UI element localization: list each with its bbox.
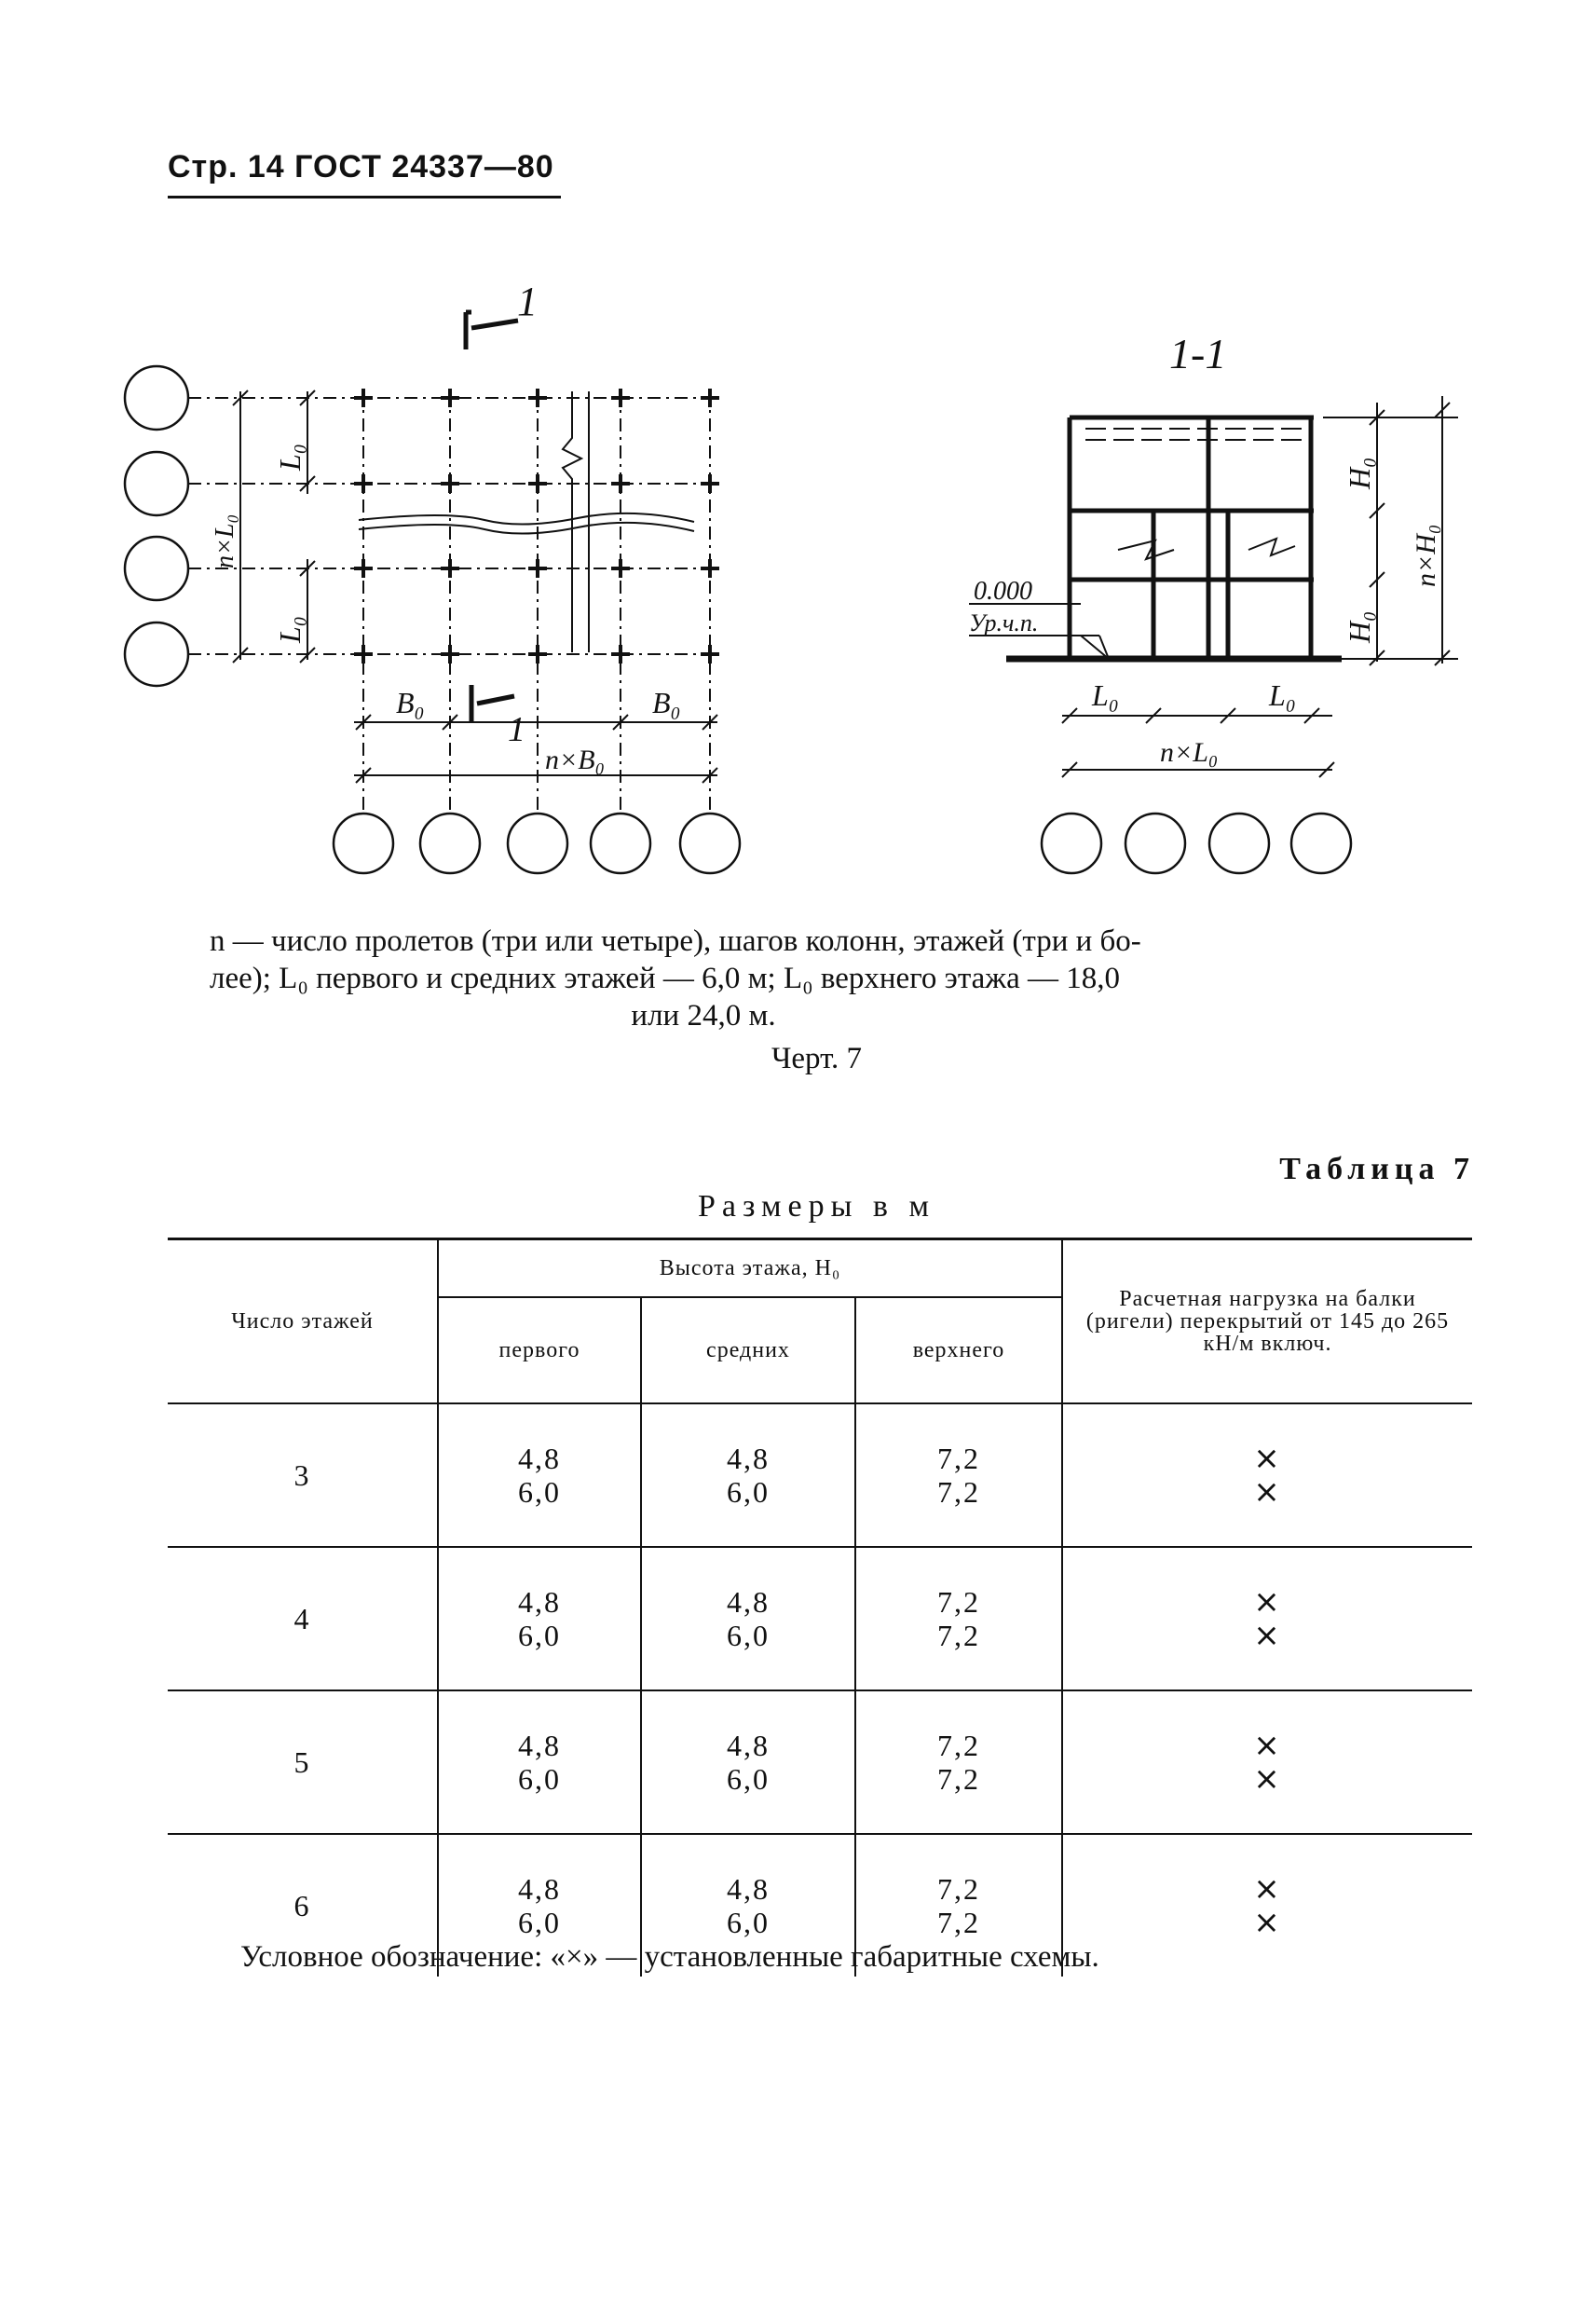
- header-first: первого: [438, 1297, 641, 1403]
- cell-middle-value: 6,0: [727, 1619, 770, 1652]
- cell-load-value: ×: [1253, 1583, 1282, 1621]
- cell-load: [1062, 1834, 1472, 1977]
- section-height-dim-2: H₀: [1343, 610, 1376, 643]
- cell-load: [1062, 1690, 1472, 1834]
- section-mark-top: 1: [517, 279, 538, 324]
- cell-top-value: 7,2: [937, 1729, 980, 1762]
- axis-bubble: [591, 814, 650, 873]
- cell-floors: 6: [293, 1889, 311, 1922]
- cell-middle-value: 4,8: [727, 1872, 770, 1906]
- plan-span-total-dim: n×L₀: [211, 513, 239, 568]
- cell-first-value: 4,8: [518, 1442, 561, 1475]
- header-height-group: Высота этажа, H₀: [438, 1239, 1062, 1298]
- plan-step-dim-2: B₀: [652, 686, 681, 719]
- section-span-total-dim: n×L₀: [1160, 737, 1219, 768]
- cell-top-value: 7,2: [937, 1585, 980, 1619]
- header-load: Расчетная нагрузка на балки (ригели) перекрытий от 145 до 265 кН/м включ.: [1062, 1239, 1472, 1404]
- table-subtitle: Размеры в м: [698, 1189, 935, 1224]
- cell-floors: 5: [293, 1745, 311, 1779]
- cell-first: [438, 1403, 641, 1547]
- plan-step-dim: B₀: [396, 686, 425, 719]
- section-height-total-dim: n×H₀: [1411, 524, 1441, 587]
- axis-bubble: [1042, 814, 1101, 873]
- cell-floors: 3: [293, 1458, 311, 1492]
- caption-line-3: или 24,0 м.: [631, 999, 776, 1033]
- table-title: Таблица 7: [1279, 1152, 1475, 1186]
- cell-middle-value: 4,8: [727, 1585, 770, 1619]
- axis-bubble: [125, 537, 188, 600]
- page-header: Стр. 14 ГОСТ 24337—80: [168, 149, 554, 185]
- cell-load-value: ×: [1253, 1760, 1282, 1798]
- cell-first-value: 4,8: [518, 1585, 561, 1619]
- axis-bubble: [1125, 814, 1185, 873]
- section-mark-bottom: 1: [508, 710, 525, 749]
- cell-top-value: 7,2: [937, 1442, 980, 1475]
- caption-line-2: лее); L₀ первого и средних этажей — 6,0 м; L₀ верхнего этажа — 18,0: [210, 962, 1120, 995]
- cell-middle: [641, 1547, 855, 1690]
- section-height-dim: H₀: [1343, 457, 1376, 489]
- table-row: [168, 1547, 1472, 1690]
- plan-span-dim: L₀: [273, 444, 307, 471]
- cell-load-value: ×: [1253, 1870, 1282, 1908]
- cell-middle-value: 4,8: [727, 1729, 770, 1762]
- cell-middle-value: 6,0: [727, 1762, 770, 1796]
- axis-bubble: [125, 622, 188, 686]
- cell-middle-value: 4,8: [727, 1442, 770, 1475]
- cell-top-value: 7,2: [937, 1762, 980, 1796]
- section-view: [969, 330, 1458, 873]
- table-row: [168, 1690, 1472, 1834]
- cell-middle-value: 6,0: [727, 1906, 770, 1939]
- cell-load: [1062, 1403, 1472, 1547]
- cell-first-value: 6,0: [518, 1762, 561, 1796]
- table-row: [168, 1403, 1472, 1547]
- cell-first-value: 6,0: [518, 1475, 561, 1509]
- cell-load-value: ×: [1253, 1727, 1282, 1764]
- cell-middle-value: 6,0: [727, 1475, 770, 1509]
- table-7: [168, 1238, 1472, 1977]
- header-middle: средних: [641, 1297, 855, 1403]
- cell-top: [855, 1690, 1062, 1834]
- cell-load-value: ×: [1253, 1473, 1282, 1511]
- section-span-dim-2: L₀: [1269, 678, 1296, 712]
- cell-first: [438, 1547, 641, 1690]
- axis-bubble: [125, 366, 188, 430]
- plan-step-total-dim: n×B₀: [545, 745, 605, 775]
- cell-middle: [641, 1690, 855, 1834]
- cell-load-value: ×: [1253, 1617, 1282, 1654]
- cell-first-value: 4,8: [518, 1729, 561, 1762]
- cell-load-value: ×: [1253, 1904, 1282, 1941]
- cell-first-value: 6,0: [518, 1906, 561, 1939]
- cell-first: [438, 1690, 641, 1834]
- section-span-dim: L₀: [1092, 678, 1119, 712]
- drawing-7: [0, 0, 1596, 895]
- cell-top-value: 7,2: [937, 1872, 980, 1906]
- axis-bubble: [680, 814, 740, 873]
- plan-view: [125, 279, 740, 873]
- axis-bubble: [420, 814, 480, 873]
- level-label: Ур.ч.п.: [969, 609, 1039, 636]
- header-top: верхнего: [855, 1297, 1062, 1403]
- header-floors: Число этажей: [231, 1308, 374, 1334]
- axis-bubble: [1291, 814, 1351, 873]
- cell-top-value: 7,2: [937, 1619, 980, 1652]
- cell-load-value: ×: [1253, 1440, 1282, 1477]
- figure-label: Черт. 7: [771, 1042, 863, 1075]
- caption-line-1: n — число пролетов (три или четыре), шагов колонн, этажей (три и бо-: [210, 924, 1141, 958]
- cell-first-value: 4,8: [518, 1872, 561, 1906]
- table-header-row: [168, 1239, 1472, 1298]
- cell-load: [1062, 1547, 1472, 1690]
- axis-bubble: [125, 452, 188, 515]
- cell-top: [855, 1403, 1062, 1547]
- level-value: 0.000: [974, 577, 1032, 606]
- legend-note: Условное обозначение: «×» — установленные габаритные схемы.: [240, 1940, 1099, 1974]
- section-title: 1-1: [1169, 330, 1227, 377]
- plan-span-dim-2: L₀: [273, 616, 307, 643]
- cell-top-value: 7,2: [937, 1475, 980, 1509]
- cell-top: [855, 1547, 1062, 1690]
- axis-bubble: [508, 814, 567, 873]
- cell-first-value: 6,0: [518, 1619, 561, 1652]
- cell-middle: [641, 1403, 855, 1547]
- cell-floors: 4: [293, 1602, 311, 1635]
- axis-bubble: [334, 814, 393, 873]
- figure-caption: [210, 923, 1421, 1034]
- axis-bubble: [1209, 814, 1269, 873]
- cell-top-value: 7,2: [937, 1906, 980, 1939]
